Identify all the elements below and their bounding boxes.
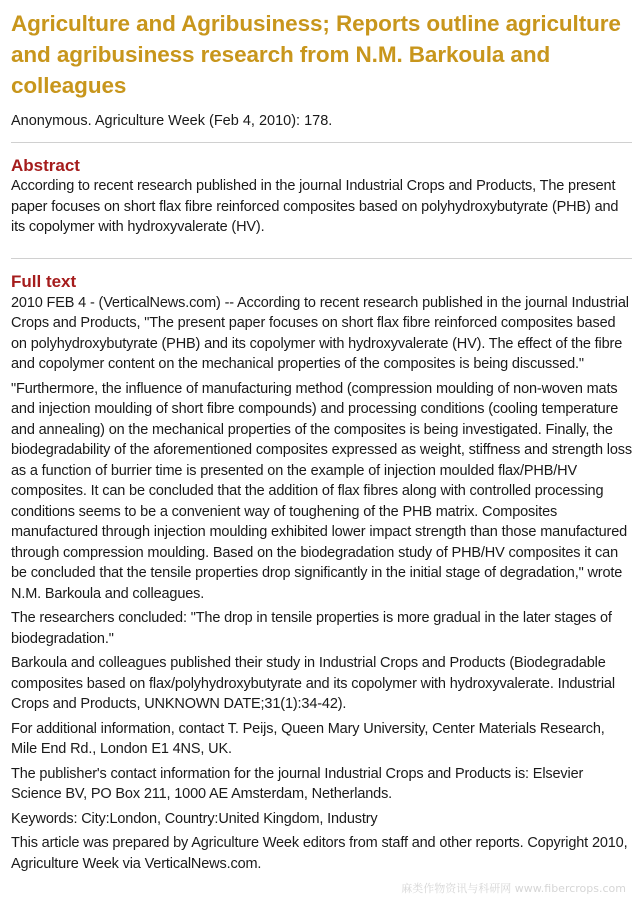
full-text-paragraph: For additional information, contact T. Peijs, Queen Mary University, Center Materials Research, Mile End Rd., London E1 4NS, UK. (11, 720, 605, 757)
article-title: Agriculture and Agribusiness; Reports outline agriculture and agribusiness research from N.M. Barkoula and colleagues (11, 11, 621, 98)
abstract-heading: Abstract (11, 156, 80, 175)
divider (11, 142, 632, 143)
full-text-heading: Full text (11, 271, 77, 291)
full-text-paragraph: This article was prepared by Agriculture Week editors from staff and other reports. Copyright 2010, Agriculture Week via VerticalNews.com. (11, 835, 628, 872)
full-text-paragraph: Barkoula and colleagues published their study in Industrial Crops and Products (Biodegradable composites based on flax/polyhydroxybutyrate and its copolymer with hydroxyvalerate. Industrial Crops and Products, UNKNOWN DATE;31(1):34-42). (11, 655, 615, 712)
full-text-paragraph: The publisher's contact information for the journal Industrial Crops and Products is: Elsevier Science BV, PO Box 211, 1000 AE Amsterdam, Netherlands. (11, 765, 584, 802)
full-text-paragraph: The researchers concluded: "The drop in tensile properties is more gradual in the later stages of biodegradation." (11, 610, 612, 647)
divider (11, 258, 632, 259)
full-text-paragraph: 2010 FEB 4 - (VerticalNews.com) -- According to recent research published in the journal Industrial Crops and Products, "The present paper focuses on short flax fibre reinforced composites based on polyhydroxybutyrate (PHB) and its copolymer with hydroxyvalerate (HV). The effect of the fibre and copolymer content on the mechanical properties of the composites is being discussed." (11, 294, 629, 372)
abstract-text: According to recent research published in the journal Industrial Crops and Products, The present paper focuses on short flax fibre reinforced composites based on polyhydroxybutyrate (PHB) and its copolymer with hydroxyvalerate (HV). (11, 178, 619, 235)
full-text-section (11, 272, 632, 875)
full-text-paragraph: Keywords: City:London, Country:United Kingdom, Industry (11, 810, 378, 827)
abstract-section (11, 156, 632, 238)
site-watermark: 麻类作物资讯与科研网 www.fibercrops.com (401, 882, 626, 895)
article-citation: Anonymous. Agriculture Week (Feb 4, 2010): 178. (11, 113, 333, 129)
full-text-paragraph: "Furthermore, the influence of manufacturing method (compression moulding of non-woven mats and injection moulding of short fibre compounds) and processing conditions (cooling temperature and annealing) on the mechanical properties of the composites is being investigated. Finally, the biodegradability of the aforementioned composites expressed as weight, stiffness and strength loss as a function of burrier time is presented on the example of injection moulded flax/PHB/HV composites. It can be concluded that the addition of flax fibres along with controlled processing conditions seems to be a convenient way of toughening of the PHB matrix. Composites manufactured through injection moulding exhibited lower impact strength than those manufactured through compression moulding. Based on the biodegradation study of PHB/HV composites it can be concluded that the tensile properties drop significantly in the initial stage of degradation," wrote N.M. Barkoula and colleagues. (11, 380, 632, 602)
